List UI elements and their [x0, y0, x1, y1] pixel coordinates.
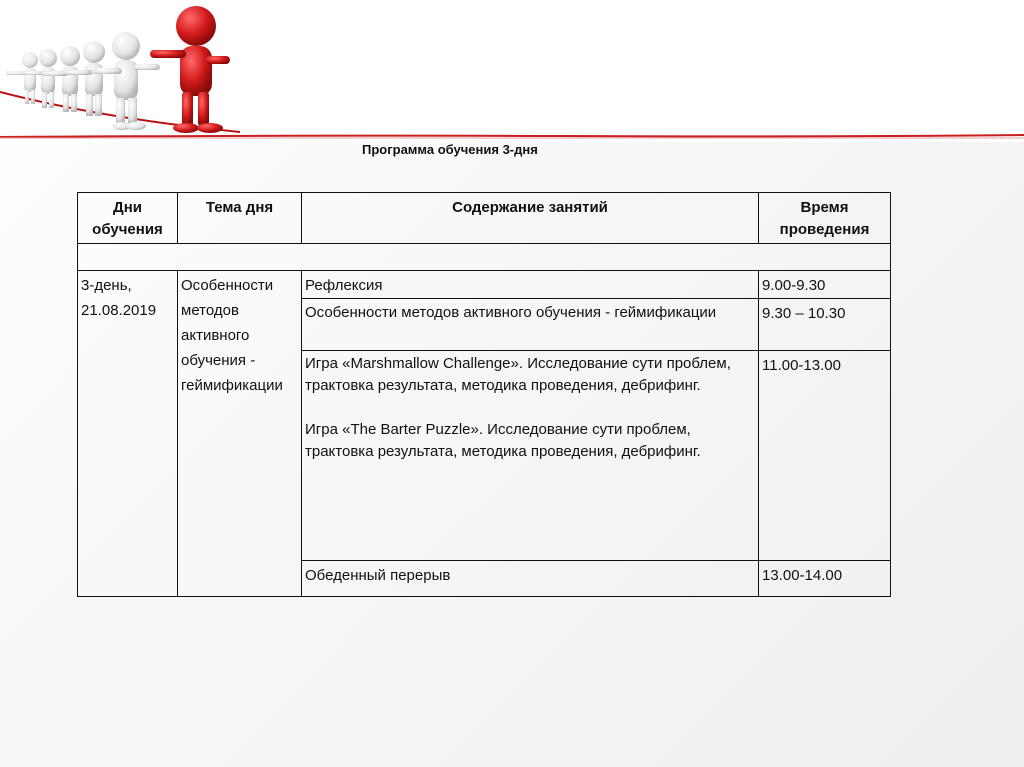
- game-1-text: Игра «Marshmallow Challenge». Исследование сути проблем, трактовка результата, методика проведения, дебрифинг.: [305, 355, 731, 394]
- table-row: [78, 271, 891, 299]
- time-cell: 9.30 – 10.30: [759, 299, 891, 351]
- header-topic: Тема дня: [178, 193, 302, 244]
- white-figure-1: [6, 52, 38, 104]
- leader-figures-icon: [0, 0, 240, 142]
- game-2-text: Игра «The Barter Puzzle». Исследование сути проблем, трактовка результата, методика проведения, дебрифинг.: [305, 421, 701, 460]
- red-leader-figure: [150, 6, 230, 133]
- content-cell: [302, 351, 759, 561]
- day-cell: 3-день, 21.08.2019: [78, 271, 178, 597]
- content-cell: Особенности методов активного обучения - геймификации: [302, 299, 759, 351]
- header-days: Дни обучения: [78, 193, 178, 244]
- empty-row: [78, 244, 891, 271]
- header-time: Время проведения: [759, 193, 891, 244]
- time-cell: 11.00-13.00: [759, 351, 891, 561]
- header-content: Содержание занятий: [302, 193, 759, 244]
- time-cell: 13.00-14.00: [759, 561, 891, 597]
- program-table: [77, 192, 891, 597]
- empty-cell: [78, 244, 891, 271]
- content-cell: Обеденный перерыв: [302, 561, 759, 597]
- table-header-row: [78, 193, 891, 244]
- content-cell: Рефлексия: [302, 271, 759, 299]
- time-cell: 9.00-9.30: [759, 271, 891, 299]
- topic-cell: Особенности методов активного обучения - геймификации: [178, 271, 302, 597]
- page-title: Программа обучения 3-дня: [362, 142, 538, 157]
